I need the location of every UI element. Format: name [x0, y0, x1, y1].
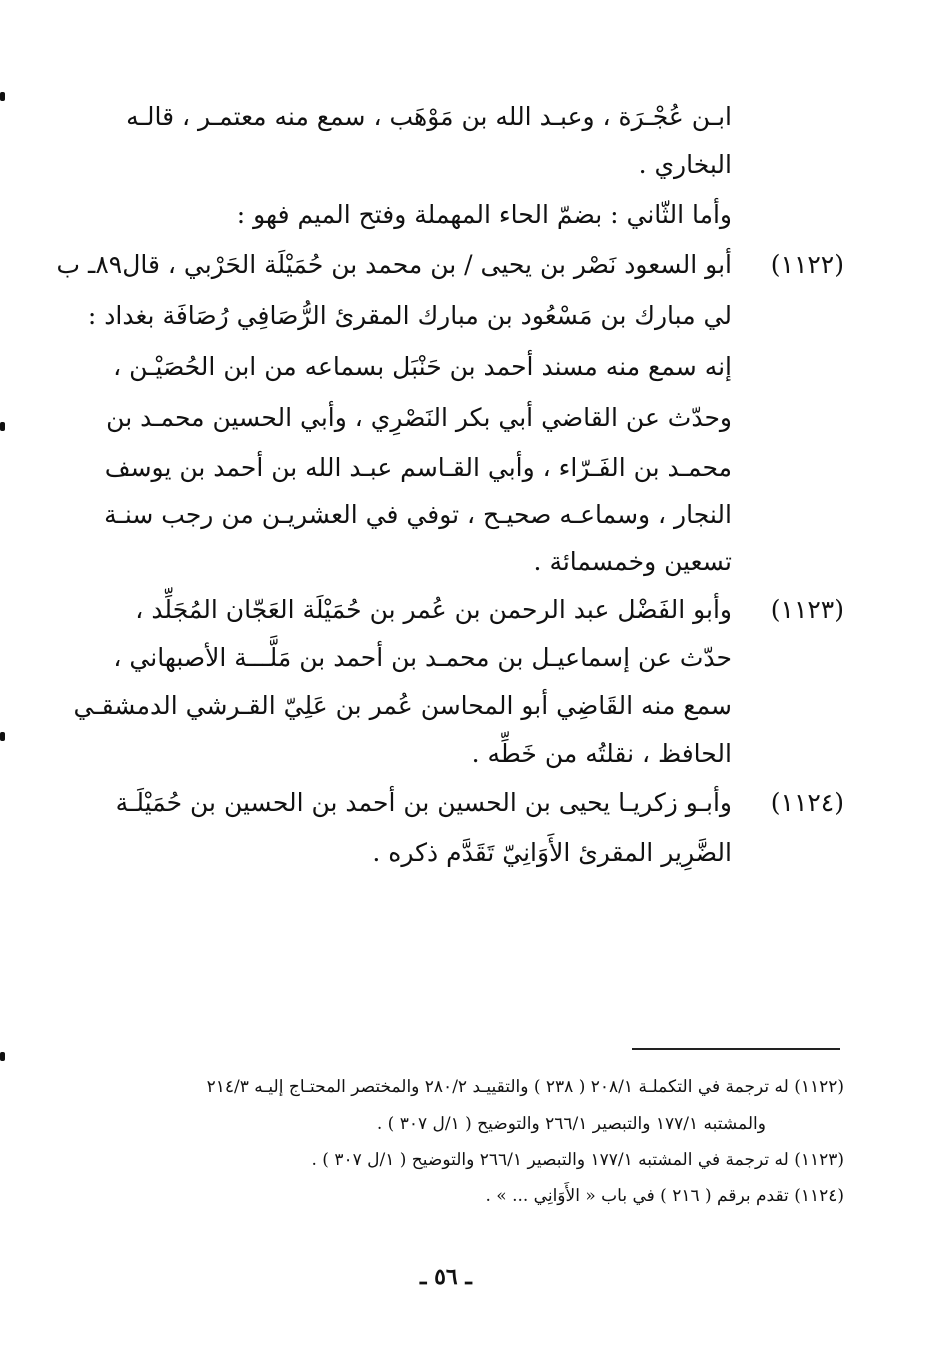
footnote-line: (١١٢٤) تقدم برقم ( ٢١٦ ) في باب « الأَوَانِي ... » .: [485, 1186, 844, 1206]
intro-line: وأما الثّاني : بضمّ الحاء المهملة وفتح الميم فهو :: [236, 200, 732, 229]
entry-line: إنه سمع منه مسند أحمد بن حَنْبَل بسماعه من ابن الحُصَيْـن ،: [113, 352, 732, 381]
entry-line: لي مبارك بن مَسْعُود بن مبارك المقرئ الرُّصَافِي رُصَافَة بغداد :: [87, 301, 732, 330]
page-number: ـ ٥٦ ـ: [420, 1264, 472, 1290]
entry-line: محمـد بن الفَـرّاء ، وأبي القـاسم عبـد الله بن أحمد بن يوسف: [104, 453, 732, 482]
entry-number: (١١٢٤): [770, 788, 844, 817]
entry-line: وأبو الفَضْل عبد الرحمن بن عُمر بن حُمَيْلَة العَجّان المُجَلِّد ،: [135, 595, 732, 624]
margin-mark: [0, 422, 5, 431]
entry-line: الحافظ ، نقلتُه من خَطِّه .: [471, 739, 732, 768]
entry-line: تسعين وخمسمائة .: [533, 547, 732, 576]
entry-number: (١١٢٣): [770, 595, 844, 624]
entry-line: النجار ، وسماعـه صحيـح ، توفي في العشريـن من رجب سنـة: [104, 500, 732, 529]
entry-line: حدّث عن إسماعيـل بن محمـد بن أحمد بن مَلَّـــة الأصبهاني ،: [113, 643, 732, 672]
footnote-line: (١١٢٣) له ترجمة في المشتبه ١٧٧/١ والتبصير ٢٦٦/١ والتوضيح ( ١/ل ٣٠٧ ) .: [311, 1150, 844, 1170]
margin-mark: [0, 732, 5, 741]
entry-line: وحدّث عن القاضي أبي بكر النَصْرِي ، وأبي الحسين محمـد بن: [106, 403, 732, 432]
entry-line: وأبـو زكريـا يحيى بن الحسين بن أحمد بن الحسين بن حُمَيْلَـة: [115, 788, 732, 817]
intro-line: ابـن عُجْـرَة ، وعبـد الله بن مَوْهَب ، سمع منه معتمـر ، قالـه: [126, 102, 732, 131]
entry-line: الضَّرِير المقرئ الأَوَانِيّ تَقَدَّم ذكره .: [372, 838, 732, 867]
footnote-line: والمشتبه ١٧٧/١ والتبصير ٢٦٦/١ والتوضيح ( ١/ل ٣٠٧ ) .: [376, 1114, 766, 1134]
footnote-rule: [632, 1048, 840, 1050]
margin-mark: [0, 92, 5, 101]
entry-line: أبو السعود نَصْر بن يحيى / بن محمد بن حُمَيْلَة الحَرْبي ، قال٨٩ـ ب: [56, 250, 732, 279]
intro-line: البخاري .: [638, 150, 732, 179]
margin-mark: [0, 1052, 5, 1061]
entry-number: (١١٢٢): [770, 250, 844, 279]
footnote-line: (١١٢٢) له ترجمة في التكملـة ٢٠٨/١ ( ٢٣٨ ) والتقييـد ٢٨٠/٢ والمختصر المحتـاج إليـه ٢١٤/٣: [206, 1077, 844, 1097]
entry-line: سمع منه القَاضِي أبو المحاسن عُمر بن عَلِيّ القـرشي الدمشقـي: [73, 691, 732, 720]
